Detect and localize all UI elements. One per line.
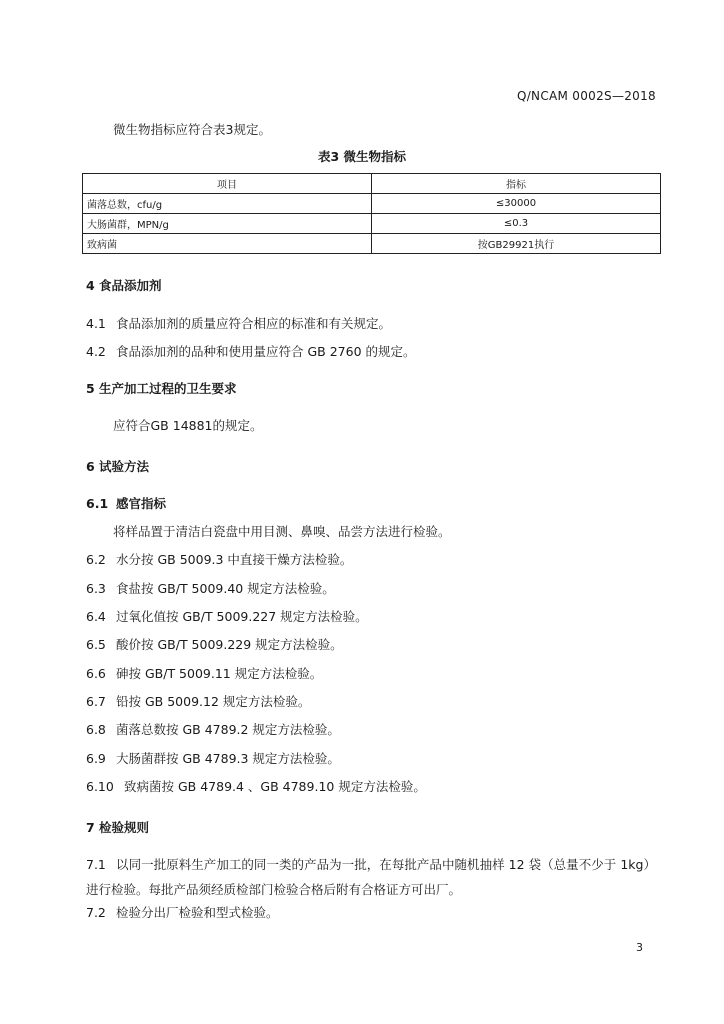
- clause-number: 7.1: [86, 857, 106, 872]
- clause-text: 食品添加剂的质量应符合相应的标准和有关规定。: [116, 316, 392, 331]
- microbiology-table: [82, 173, 661, 254]
- clause-6-2: [86, 550, 352, 568]
- clause-number: 7.2: [86, 905, 106, 920]
- clause-number: 6.9: [86, 751, 106, 766]
- clause-number: 6.7: [86, 694, 106, 709]
- clause-7-2: [86, 903, 279, 921]
- clause-6-6: [86, 664, 322, 682]
- clause-text: 菌落总数按 GB 4789.2 规定方法检验。: [116, 722, 340, 737]
- table-cell: 大肠菌群，MPN/g: [83, 214, 372, 234]
- section-5-text: 应符合GB 14881的规定。: [113, 418, 263, 433]
- clause-text: 铅按 GB 5009.12 规定方法检验。: [116, 694, 311, 709]
- clause-6-1-heading: [86, 494, 166, 512]
- section-5-heading: 5 生产加工过程的卫生要求: [86, 381, 237, 396]
- clause-text: 大肠菌群按 GB 4789.3 规定方法检验。: [116, 751, 340, 766]
- section-4-heading: 4 食品添加剂: [86, 278, 162, 293]
- table-cell: ≤30000: [372, 194, 661, 214]
- document-code: Q/NCAM 0002S—2018: [516, 89, 656, 103]
- page-number: 3: [636, 941, 643, 954]
- clause-number: 6.2: [86, 552, 106, 567]
- clause-number: 6.1: [86, 496, 109, 511]
- clause-number: 6.10: [86, 779, 114, 794]
- clause-text: 食盐按 GB/T 5009.40 规定方法检验。: [116, 581, 335, 596]
- clause-6-5: [86, 635, 343, 653]
- clause-text: 过氧化值按 GB/T 5009.227 规定方法检验。: [116, 609, 368, 624]
- table-row: [83, 214, 661, 234]
- clause-4-1: [86, 314, 391, 332]
- table-caption: 表3 微生物指标: [317, 149, 407, 164]
- clause-number: 6.4: [86, 609, 106, 624]
- clause-6-7: [86, 692, 310, 710]
- clause-4-2: [86, 342, 416, 360]
- clause-number: 6.8: [86, 722, 106, 737]
- clause-text: 酸价按 GB/T 5009.229 规定方法检验。: [116, 637, 343, 652]
- clause-6-10: [86, 777, 426, 795]
- clause-number: 4.2: [86, 344, 106, 359]
- table-cell: ≤0.3: [372, 214, 661, 234]
- clause-text: 水分按 GB 5009.3 中直接干燥方法检验。: [116, 552, 353, 567]
- clause-6-4: [86, 607, 368, 625]
- table-header-row: [83, 174, 661, 194]
- clause-number: 6.3: [86, 581, 106, 596]
- table-cell: 菌落总数，cfu/g: [83, 194, 372, 214]
- clause-text: 食品添加剂的品种和使用量应符合 GB 2760 的规定。: [116, 344, 416, 359]
- table-row: [83, 194, 661, 214]
- clause-text: 以同一批原料生产加工的同一类的产品为一批，在每批产品中随机抽样 12 袋（总量不少于 1kg）进行检验。每批产品须经质检部门检验合格后附有合格证方可出厂。: [86, 857, 656, 897]
- section-6-heading: 6 试验方法: [86, 459, 150, 474]
- clause-text: 检验分出厂检验和型式检验。: [116, 905, 279, 920]
- clause-6-3: [86, 579, 335, 597]
- table-header-item: 项目: [83, 174, 372, 194]
- clause-6-1-text: 将样品置于清洁白瓷盘中用目测、鼻嗅、品尝方法进行检验。: [113, 524, 451, 539]
- clause-text: 致病菌按 GB 4789.4 、GB 4789.10 规定方法检验。: [124, 779, 426, 794]
- section-7-heading: 7 检验规则: [86, 820, 150, 835]
- table-header-indicator: 指标: [372, 174, 661, 194]
- clause-number: 4.1: [86, 316, 106, 331]
- clause-number: 6.6: [86, 666, 106, 681]
- clause-6-8: [86, 720, 340, 738]
- table-cell: 按GB29921执行: [372, 234, 661, 254]
- clause-number: 6.5: [86, 637, 106, 652]
- intro-text: 微生物指标应符合表3规定。: [113, 122, 271, 137]
- table-cell: 致病菌: [83, 234, 372, 254]
- clause-6-9: [86, 749, 340, 767]
- table-row: [83, 234, 661, 254]
- clause-7-1: [86, 852, 656, 902]
- clause-title: 感官指标: [116, 496, 167, 511]
- clause-text: 砷按 GB/T 5009.11 规定方法检验。: [116, 666, 323, 681]
